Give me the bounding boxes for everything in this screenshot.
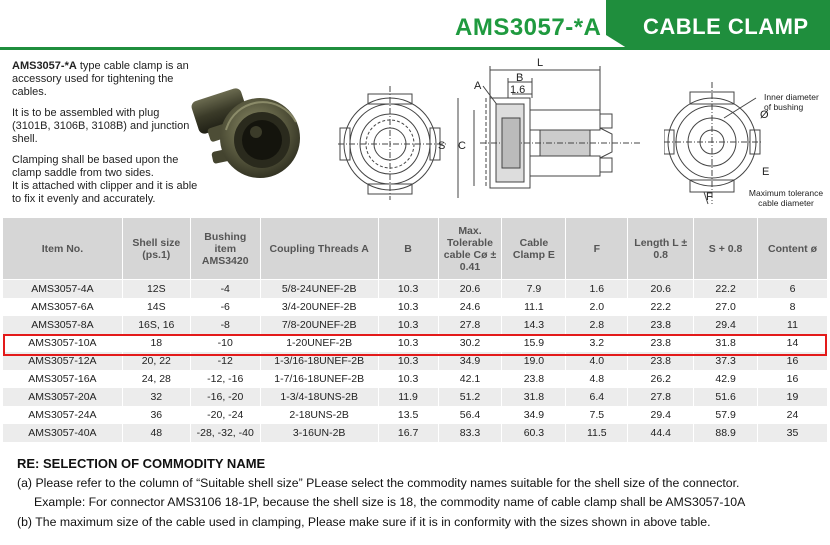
dim-label-s: S xyxy=(438,140,446,152)
table-cell: AMS3057-10A xyxy=(3,334,123,352)
table-cell: 35 xyxy=(758,424,828,442)
table-cell: 20.6 xyxy=(438,280,502,298)
spec-table xyxy=(2,217,828,442)
table-cell: 20.6 xyxy=(628,280,694,298)
dim-label-l: L xyxy=(537,57,544,69)
table-body xyxy=(3,280,828,442)
table-row xyxy=(3,424,828,442)
product-photo xyxy=(186,72,306,192)
desc-paragraph-3: Clamping shall be based upon the clamp saddle from two sides. xyxy=(12,154,179,179)
table-cell: 26.2 xyxy=(628,370,694,388)
desc-line-1: type cable clamp is an accessory used for tightening the cables. xyxy=(12,60,189,98)
table-cell: 1-3/4-18UNS-2B xyxy=(260,388,378,406)
table-cell: 15.9 xyxy=(502,334,566,352)
table-cell: 16 xyxy=(758,352,828,370)
table-cell: 1-3/16-18UNEF-2B xyxy=(260,352,378,370)
table-cell: 51.6 xyxy=(694,388,758,406)
table-cell: 23.8 xyxy=(628,334,694,352)
selection-notes xyxy=(17,454,827,532)
table-cell: 19 xyxy=(758,388,828,406)
dim-label-e: E xyxy=(762,166,770,178)
notes-heading: RE: SELECTION OF COMMODITY NAME xyxy=(17,456,266,471)
table-row xyxy=(3,334,828,352)
table-row xyxy=(3,406,828,424)
side-view-drawing xyxy=(440,58,650,208)
table-cell: 3/4-20UNEF-2B xyxy=(260,298,378,316)
table-cell: 51.2 xyxy=(438,388,502,406)
table-cell: AMS3057-6A xyxy=(3,298,123,316)
header-coupling-threads: Coupling Threads A xyxy=(260,218,378,280)
table-cell: 14S xyxy=(122,298,190,316)
table-cell: -8 xyxy=(190,316,260,334)
table-cell: 6.4 xyxy=(566,388,628,406)
table-cell: 11.1 xyxy=(502,298,566,316)
table-cell: 11.9 xyxy=(378,388,438,406)
table-cell: 7.5 xyxy=(566,406,628,424)
dim-label-a: A xyxy=(474,80,482,92)
table-cell: 10.3 xyxy=(378,370,438,388)
table-cell: AMS3057-20A xyxy=(3,388,123,406)
table-cell: 18 xyxy=(122,334,190,352)
table-cell: 6 xyxy=(758,280,828,298)
table-cell: 42.1 xyxy=(438,370,502,388)
header-item-no: Item No. xyxy=(3,218,123,280)
dim-label-f: F xyxy=(706,191,713,203)
table-cell: 24.6 xyxy=(438,298,502,316)
header-banner xyxy=(0,0,830,52)
table-cell: 32 xyxy=(122,388,190,406)
table-cell: 4.0 xyxy=(566,352,628,370)
table-cell: 1-7/16-18UNEF-2B xyxy=(260,370,378,388)
table-cell: 22.2 xyxy=(628,298,694,316)
table-cell: 29.4 xyxy=(628,406,694,424)
table-row xyxy=(3,298,828,316)
header-s: S + 0.8 xyxy=(694,218,758,280)
table-cell: AMS3057-40A xyxy=(3,424,123,442)
table-cell: 16 xyxy=(758,370,828,388)
table-cell: 36 xyxy=(122,406,190,424)
page-title: CABLE CLAMP xyxy=(643,14,809,39)
desc-code: AMS3057-*A xyxy=(12,60,77,72)
table-cell: 30.2 xyxy=(438,334,502,352)
table-row xyxy=(3,280,828,298)
table-cell: 12S xyxy=(122,280,190,298)
table-cell: 24 xyxy=(758,406,828,424)
table-cell: 16.7 xyxy=(378,424,438,442)
table-row xyxy=(3,352,828,370)
table-cell: 16S, 16 xyxy=(122,316,190,334)
table-cell: -20, -24 xyxy=(190,406,260,424)
table-cell: 88.9 xyxy=(694,424,758,442)
note-b: (b) The maximum size of the cable used in clamping, Please make sure if it is in conformity with the sizes shown in above table. xyxy=(17,514,711,529)
table-cell: 56.4 xyxy=(438,406,502,424)
desc-paragraph-1 xyxy=(12,60,198,99)
note-bushing-diameter: Inner diameter of bushing xyxy=(764,92,819,112)
note-example: Example: For connector AMS3106 18-1P, because the shell size is 18, the commodity name of cable clamp shall be AMS3057-10A xyxy=(34,495,746,509)
table-cell: 23.8 xyxy=(502,370,566,388)
table-cell: 48 xyxy=(122,424,190,442)
table-cell: 27.8 xyxy=(438,316,502,334)
table-cell: 37.3 xyxy=(694,352,758,370)
table-cell: 31.8 xyxy=(502,388,566,406)
table-row xyxy=(3,370,828,388)
note-a: (a) Please refer to the column of “Suitable shell size” PLease select the commodity names suitable for the shell size of the connector. xyxy=(17,475,740,490)
table-cell: 13.5 xyxy=(378,406,438,424)
table-row xyxy=(3,316,828,334)
table-cell: 4.8 xyxy=(566,370,628,388)
desc-paragraph-2: It is to be assembled with plug (3101B, 3106B, 3108B) and junction shell. xyxy=(12,107,190,145)
table-cell: 42.9 xyxy=(694,370,758,388)
table-cell: 34.9 xyxy=(502,406,566,424)
header-f: F xyxy=(566,218,628,280)
table-header-row xyxy=(3,218,828,280)
table-cell: -4 xyxy=(190,280,260,298)
dim-label-o: Ø xyxy=(760,109,769,121)
table-cell: AMS3057-4A xyxy=(3,280,123,298)
header-length: Length L ± 0.8 xyxy=(628,218,694,280)
table-cell: 31.8 xyxy=(694,334,758,352)
table-cell: 10.3 xyxy=(378,280,438,298)
table-cell: -10 xyxy=(190,334,260,352)
table-cell: AMS3057-8A xyxy=(3,316,123,334)
header-max-cable: Max. Tolerable cable Cø ± 0.41 xyxy=(438,218,502,280)
table-cell: 23.8 xyxy=(628,316,694,334)
desc-paragraph-4: It is attached with clipper and it is able to fix it evenly and accurately. xyxy=(12,180,198,205)
table-cell: 20, 22 xyxy=(122,352,190,370)
model-code: AMS3057-*A xyxy=(455,14,602,41)
table-cell: -16, -20 xyxy=(190,388,260,406)
table-cell: 10.3 xyxy=(378,298,438,316)
header-cable-clamp: Cable Clamp E xyxy=(502,218,566,280)
table-cell: 23.8 xyxy=(628,352,694,370)
table-cell: 27.0 xyxy=(694,298,758,316)
table-cell: 5/8-24UNEF-2B xyxy=(260,280,378,298)
table-row xyxy=(3,388,828,406)
header-content: Content ø xyxy=(758,218,828,280)
table-cell: 7.9 xyxy=(502,280,566,298)
table-cell: 10.3 xyxy=(378,334,438,352)
table-cell: 57.9 xyxy=(694,406,758,424)
note-cable-diameter: Maximum tolerance cable diameter xyxy=(748,188,824,208)
table-cell: 27.8 xyxy=(628,388,694,406)
table-cell: 34.9 xyxy=(438,352,502,370)
table-cell: 10.3 xyxy=(378,316,438,334)
table-cell: -28, -32, -40 xyxy=(190,424,260,442)
table-cell: 3-16UN-2B xyxy=(260,424,378,442)
table-cell: AMS3057-16A xyxy=(3,370,123,388)
table-cell: 29.4 xyxy=(694,316,758,334)
dim-label-c: C xyxy=(458,140,466,152)
table-cell: 3.2 xyxy=(566,334,628,352)
table-cell: 24, 28 xyxy=(122,370,190,388)
table-cell: 44.4 xyxy=(628,424,694,442)
table-cell: -12, -16 xyxy=(190,370,260,388)
table-cell: -12 xyxy=(190,352,260,370)
dim-label-b: B xyxy=(516,72,524,84)
table-cell: 60.3 xyxy=(502,424,566,442)
table-cell: 8 xyxy=(758,298,828,316)
table-cell: 14 xyxy=(758,334,828,352)
table-cell: 2.8 xyxy=(566,316,628,334)
header-b: B xyxy=(378,218,438,280)
table-cell: 22.2 xyxy=(694,280,758,298)
product-description xyxy=(12,60,198,214)
front-view-drawing xyxy=(338,82,448,202)
table-cell: 7/8-20UNEF-2B xyxy=(260,316,378,334)
table-cell: 83.3 xyxy=(438,424,502,442)
table-cell: 1-20UNEF-2B xyxy=(260,334,378,352)
table-cell: 14.3 xyxy=(502,316,566,334)
table-cell: 11 xyxy=(758,316,828,334)
table-cell: AMS3057-12A xyxy=(3,352,123,370)
header-shell-size: Shell size (ps.1) xyxy=(122,218,190,280)
table-cell: 1.6 xyxy=(566,280,628,298)
dim-label-1-6: 1.6 xyxy=(510,84,526,96)
header-bushing-item: Bushing item AMS3420 xyxy=(190,218,260,280)
table-cell: 19.0 xyxy=(502,352,566,370)
table-cell: 10.3 xyxy=(378,352,438,370)
table-cell: 2.0 xyxy=(566,298,628,316)
table-cell: 2-18UNS-2B xyxy=(260,406,378,424)
table-cell: 11.5 xyxy=(566,424,628,442)
table-cell: AMS3057-24A xyxy=(3,406,123,424)
table-cell: -6 xyxy=(190,298,260,316)
